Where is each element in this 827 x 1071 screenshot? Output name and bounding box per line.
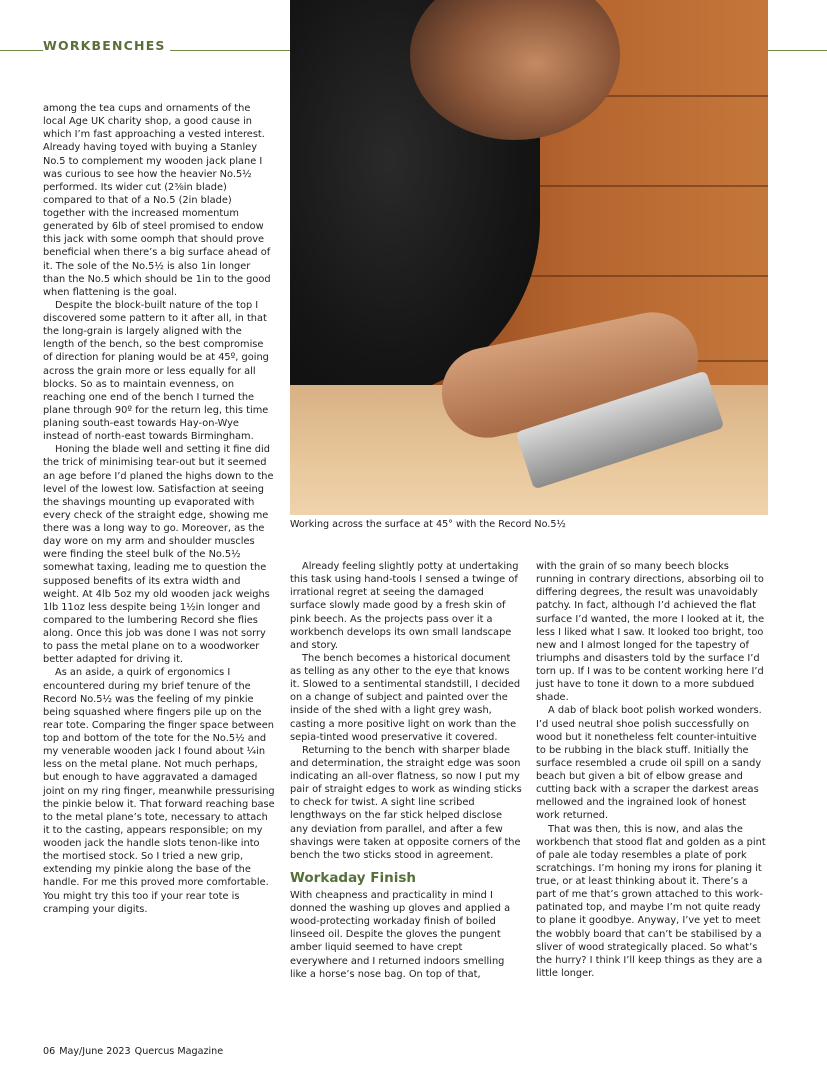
section-label: WORKBENCHES [43, 38, 170, 53]
paragraph: Returning to the bench with sharper blade and determination, the straight edge was soon indicating an all-over flatness, so now I put my pair of straight edges to work as winding sticks to check for twist. A sight line scribed lengthways on the far stick helped disclose any deviation from parallel, and after a few shavings were taken at opposite corners of the bench the two sticks stood in agreement. [290, 744, 522, 861]
paragraph: Already feeling slightly potty at undertaking this task using hand-tools I sensed a twinge of irrational regret at seeing the damaged surface slowly made good by a fresh skin of pink beech. As the projects pass over it a workbench develops its own small landscape and story. [290, 561, 519, 651]
header-rule-right [768, 50, 827, 51]
paragraph: The bench becomes a historical document as telling as any other to the eye that knows it. Slowed to a sentimental standstill, I decided on a change of subject and painted over the inside of the shed with a light grey wash, casting a more positive light on work than the sepia-tinted wood preservative it covered. [290, 652, 521, 743]
paragraph: Honing the blade well and setting it fine did the trick of minimising tear-out but it seemed an age before I’d planed the highs down to the level of the lowest low. Satisfaction at seeing the shavings mounting up evaporated with every check of the straight edge, showing me there was a long way to go. Moreover, as the day wore on my arm and shoulder muscles were finding the steel bulk of the No.5½ somewhat taxing, leading me to question the supposed benefits of its extra width and weight. At 4lb 5oz my old wooden jack weighs 1lb 11oz less despite being 1½in longer and compared to the lumbering Record she flies along. Once this job was done I was not sorry to pass the metal plane on to a woodworker better adapted for driving it. [43, 444, 274, 666]
article-column-3 [536, 560, 768, 980]
page-number: 06 [43, 1046, 56, 1057]
workbench-photo [290, 0, 768, 515]
paragraph: Despite the block-built nature of the top I discovered some pattern to it after all, in that the long-grain is largely aligned with the length of the bench, so the best compromise of direction for planing would be at 45º, going across the grain more or less equally for all blocks. So as to maintain evenness, on reaching one end of the bench I turned the plane through 90º for the return leg, this time planing south-east towards Hay-on-Wye instead of north-east towards Birmingham. [43, 299, 269, 443]
paragraph: As an aside, a quirk of ergonomics I encountered during my brief tenure of the Record No.5½ was the feeling of my pinkie being squashed where fingers pile up on the rear tote. Comparing the finger space between top and bottom of the tote for the No.5½ and my venerable wooden jack I found about ¼in less on the metal plane. Not much perhaps, but enough to have aggravated a damaged joint on my ring finger, meanwhile pressurising the pinkie below it. That forward reaching base to the metal plane’s tote, necessary to attach it to the casting, appears responsible; on my wooden jack the handle slots tenon-like into the mortised stock. So I tried a new grip, extending my pinkie along the base of the handle. For me this proved more comfortable. You might try this too if your rear tote is cramping your digits. [43, 667, 275, 915]
section-heading: Workaday Finish [290, 869, 417, 886]
issue-date: May/June 2023 [59, 1046, 131, 1057]
magazine-name: Quercus Magazine [134, 1046, 224, 1057]
photo-caption: Working across the surface at 45° with the Record No.5½ [290, 519, 566, 530]
article-column-2 [290, 560, 522, 981]
paragraph: With cheapness and practicality in mind I donned the washing up gloves and applied a wood-protecting workaday finish of boiled linseed oil. Despite the gloves the pungent amber liquid seemed to have crept everywhere and I returned indoors smelling like a horse’s nose bag. On top of that, [290, 889, 511, 980]
article-column-1 [43, 102, 275, 916]
paragraph: with the grain of so many beech blocks running in contrary directions, absorbing oil to differing degrees, the result was unavoidably patchy. In fact, although I’d achieved the flat surface I’d wanted, the more I looked at it, the less I liked what I saw. It looked too bright, too new and I almost longed for the tapestry of triumphs and disasters told by the surface I’d torn up. If I was to be content working here I’d just have to tone it down to a more subdued shade. [536, 561, 765, 704]
paragraph: A dab of black boot polish worked wonders. I’d used neutral shoe polish successfully on wood but it nonetheless felt counter-intuitive to be rubbing in the black stuff. Initially the surface resembled a crude oil spill on a sandy beach but given a bit of elbow grease and cutting back with a scraper the darkest areas mellowed and the ingrained look of honest work returned. [536, 705, 762, 822]
paragraph: That was then, this is now, and alas the workbench that stood flat and golden as a pint of pale ale today resembles a plate of pork scratchings. I’m honing my irons for planing it true, or at least thinking about it. There’s a part of me that’s grown attached to this work-patinated top, and maybe I’m not quite ready to plane it goodbye. Anyway, I’ve yet to meet the wobbly board that can’t be stabilised by a sliver of wood strategically placed. So what’s the hurry? I think I’ll keep things as they are a little longer. [536, 823, 766, 979]
paragraph: among the tea cups and ornaments of the local Age UK charity shop, a good cause in which I’m fast approaching a vested interest. Already having toyed with buying a Stanley No.5 to complement my wooden jack plane I was curious to see how the heavier No.5½ performed. Its wider cut (2⅜in blade) compared to that of a No.5 (2in blade) together with the increased momentum generated by 6lb of steel promised to endow this jack with some oomph that should prove beneficial when there’s a big surface ahead of it. The sole of the No.5½ is also 1in longer than the No.5 which should be 1in to the good when flattening is the goal. [43, 103, 271, 298]
page-footer [43, 1046, 227, 1057]
